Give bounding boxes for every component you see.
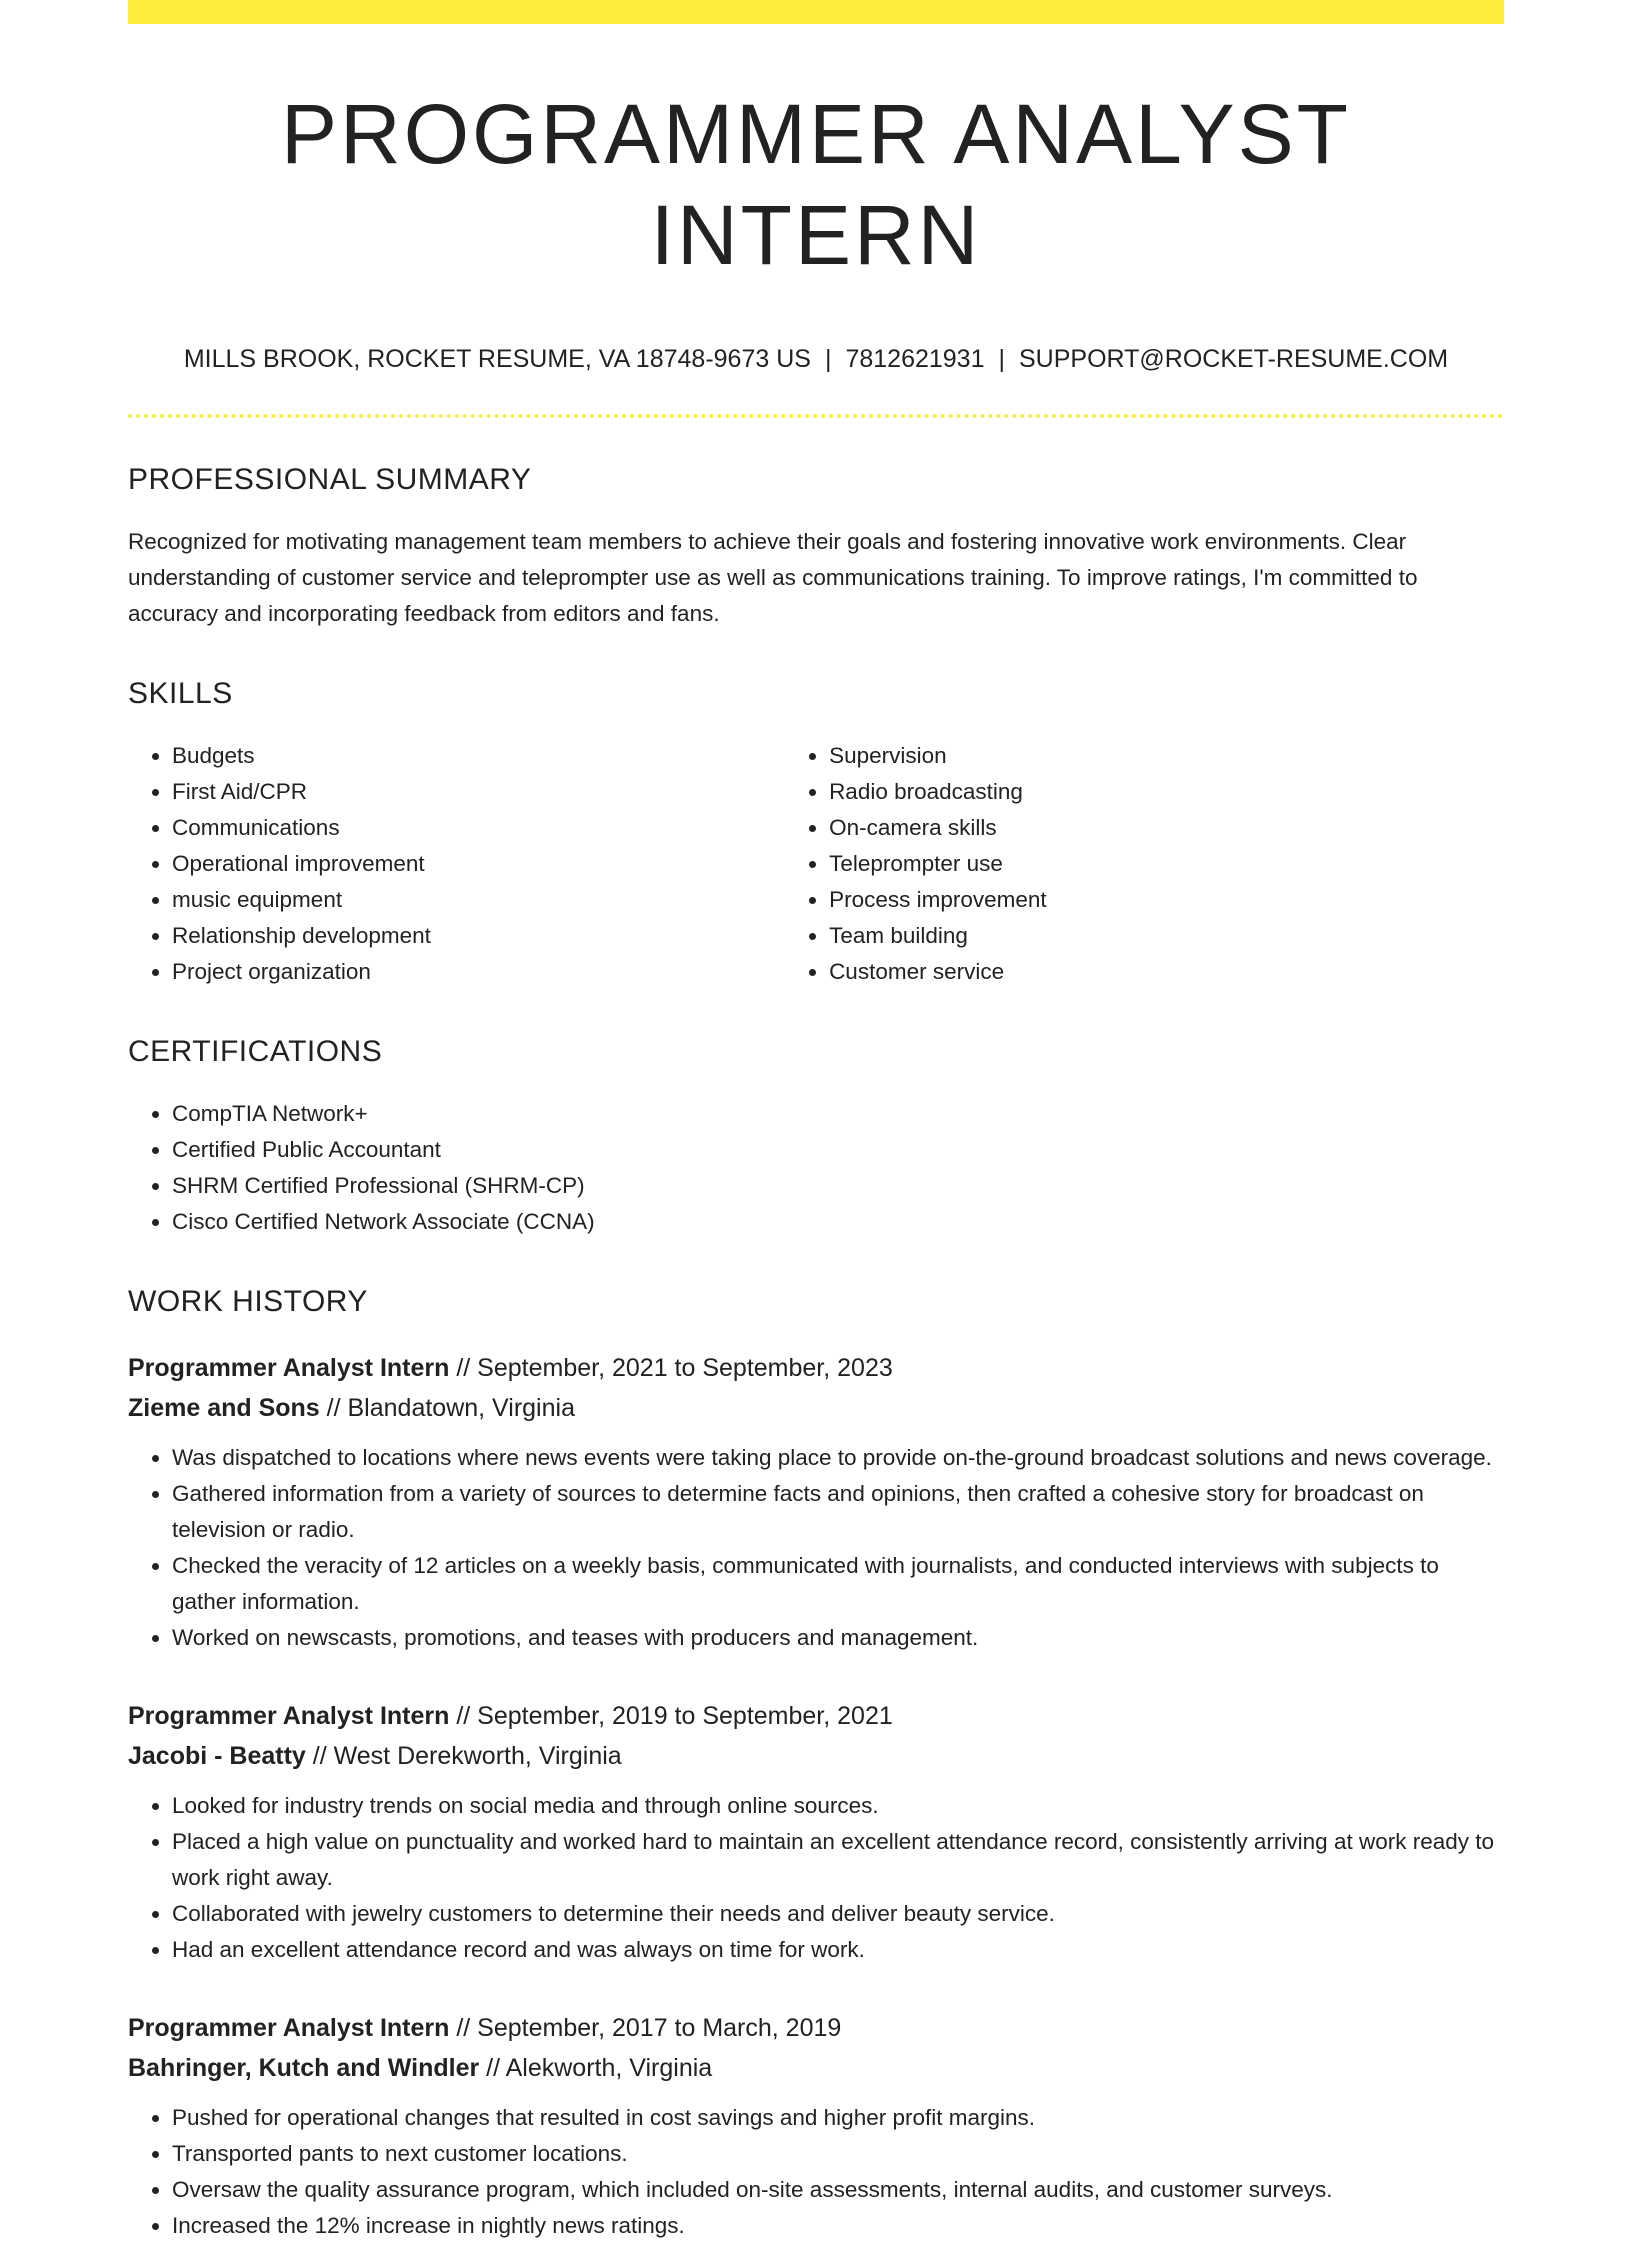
contact-email: SUPPORT@ROCKET-RESUME.COM — [1019, 344, 1449, 373]
skills-list-right — [785, 738, 1504, 990]
contact-separator: | — [998, 344, 1005, 373]
skills-title: SKILLS — [128, 676, 233, 710]
skill-item: • Operational improvement — [172, 846, 785, 882]
summary-section — [128, 462, 1504, 632]
job-location: // Blandatown, Virginia — [319, 1393, 575, 1422]
job-bullets — [128, 1788, 1504, 1968]
job-dates: // September, 2017 to March, 2019 — [449, 2013, 842, 2042]
skill-item: • Budgets — [172, 738, 785, 774]
job-bullet: • Worked on newscasts, promotions, and teases with producers and management. — [172, 1620, 1504, 1656]
job-role-line — [128, 1348, 1504, 1388]
skill-item: • Communications — [172, 810, 785, 846]
job-bullet: • Checked the veracity of 12 articles on a weekly basis, communicated with journalists, and conducted interviews with subjects to gather information. — [172, 1548, 1504, 1620]
certification-item: • CompTIA Network+ — [172, 1096, 1504, 1132]
skill-item: • music equipment — [172, 882, 785, 918]
work-history-section — [128, 1284, 1504, 2244]
job-role: Programmer Analyst Intern — [128, 2013, 450, 2042]
job-bullet: • Increased the 12% increase in nightly news ratings. — [172, 2208, 1504, 2244]
job-entry — [128, 1348, 1504, 1656]
skill-item: • Project organization — [172, 954, 785, 990]
job-location: // Alekworth, Virginia — [479, 2053, 713, 2082]
certification-item: • Certified Public Accountant — [172, 1132, 1504, 1168]
contact-separator: | — [824, 344, 832, 373]
candidate-name: PROGRAMMER ANALYST INTERN — [281, 87, 1351, 282]
job-bullet: • Had an excellent attendance record and was always on time for work. — [172, 1932, 1504, 1968]
job-entry — [128, 2008, 1504, 2244]
job-company-line — [128, 1736, 1504, 1776]
work-history-title: WORK HISTORY — [128, 1284, 368, 1318]
job-bullets — [128, 1440, 1504, 1656]
job-company: Zieme and Sons — [128, 1393, 320, 1422]
job-bullet: • Collaborated with jewelry customers to determine their needs and deliver beauty service. — [172, 1896, 1504, 1932]
contact-line — [128, 344, 1504, 374]
job-role: Programmer Analyst Intern — [128, 1701, 450, 1730]
job-entry — [128, 1696, 1504, 1968]
certification-item: • SHRM Certified Professional (SHRM-CP) — [172, 1168, 1504, 1204]
job-dates: // September, 2019 to September, 2021 — [449, 1701, 893, 1730]
skill-item: • Customer service — [829, 954, 1504, 990]
certification-item: • Cisco Certified Network Associate (CCNA) — [172, 1204, 1504, 1240]
skill-item: • Relationship development — [172, 918, 785, 954]
contact-phone: 7812621931 — [845, 344, 985, 373]
dotted-divider — [128, 414, 1504, 418]
job-dates: // September, 2021 to September, 2023 — [449, 1353, 893, 1382]
job-location: // West Derekworth, Virginia — [305, 1741, 622, 1770]
certifications-section — [128, 1034, 1504, 1240]
job-bullet: • Looked for industry trends on social media and through online sources. — [172, 1788, 1504, 1824]
job-bullet: • Oversaw the quality assurance program, which included on-site assessments, internal audits, and customer surveys. — [172, 2172, 1504, 2208]
skill-item: • Teleprompter use — [829, 846, 1504, 882]
skill-item: • First Aid/CPR — [172, 774, 785, 810]
job-company-line — [128, 1388, 1504, 1428]
skills-section — [128, 676, 1504, 990]
job-bullet: • Was dispatched to locations where news events were taking place to provide on-the-ground broadcast solutions and news coverage. — [172, 1440, 1504, 1476]
skill-item: • Supervision — [829, 738, 1504, 774]
skill-item: • Process improvement — [829, 882, 1504, 918]
job-role-line — [128, 2008, 1504, 2048]
skill-item: • Team building — [829, 918, 1504, 954]
job-bullet: • Transported pants to next customer locations. — [172, 2136, 1504, 2172]
resume-content — [128, 0, 1504, 2244]
job-company: Jacobi - Beatty — [128, 1741, 306, 1770]
job-company: Bahringer, Kutch and Windler — [128, 2053, 480, 2082]
job-bullets — [128, 2100, 1504, 2244]
skills-list-left — [128, 738, 785, 990]
job-bullet: • Gathered information from a variety of sources to determine facts and opinions, then crafted a cohesive story for broadcast on television or radio. — [172, 1476, 1504, 1548]
job-bullet: • Pushed for operational changes that resulted in cost savings and higher profit margins. — [172, 2100, 1504, 2136]
skill-item: • Radio broadcasting — [829, 774, 1504, 810]
summary-title: PROFESSIONAL SUMMARY — [128, 462, 532, 496]
summary-text: Recognized for motivating management team members to achieve their goals and fostering innovative work environments. Clear understanding of customer service and teleprompter use as well as communications training. To improve ratings, I'm committed to accuracy and incorporating feedback from editors and fans. — [128, 528, 1418, 626]
job-role: Programmer Analyst Intern — [128, 1353, 450, 1382]
contact-address: MILLS BROOK, ROCKET RESUME, VA 18748-9673 US — [183, 344, 811, 373]
job-bullet: • Placed a high value on punctuality and worked hard to maintain an excellent attendance record, consistently arriving at work ready to work right away. — [172, 1824, 1504, 1896]
certifications-list — [128, 1096, 1504, 1240]
accent-top-bar — [128, 0, 1504, 24]
job-company-line — [128, 2048, 1504, 2088]
skill-item: • On-camera skills — [829, 810, 1504, 846]
certifications-title: CERTIFICATIONS — [128, 1034, 383, 1068]
job-role-line — [128, 1696, 1504, 1736]
skills-grid — [128, 738, 1504, 990]
